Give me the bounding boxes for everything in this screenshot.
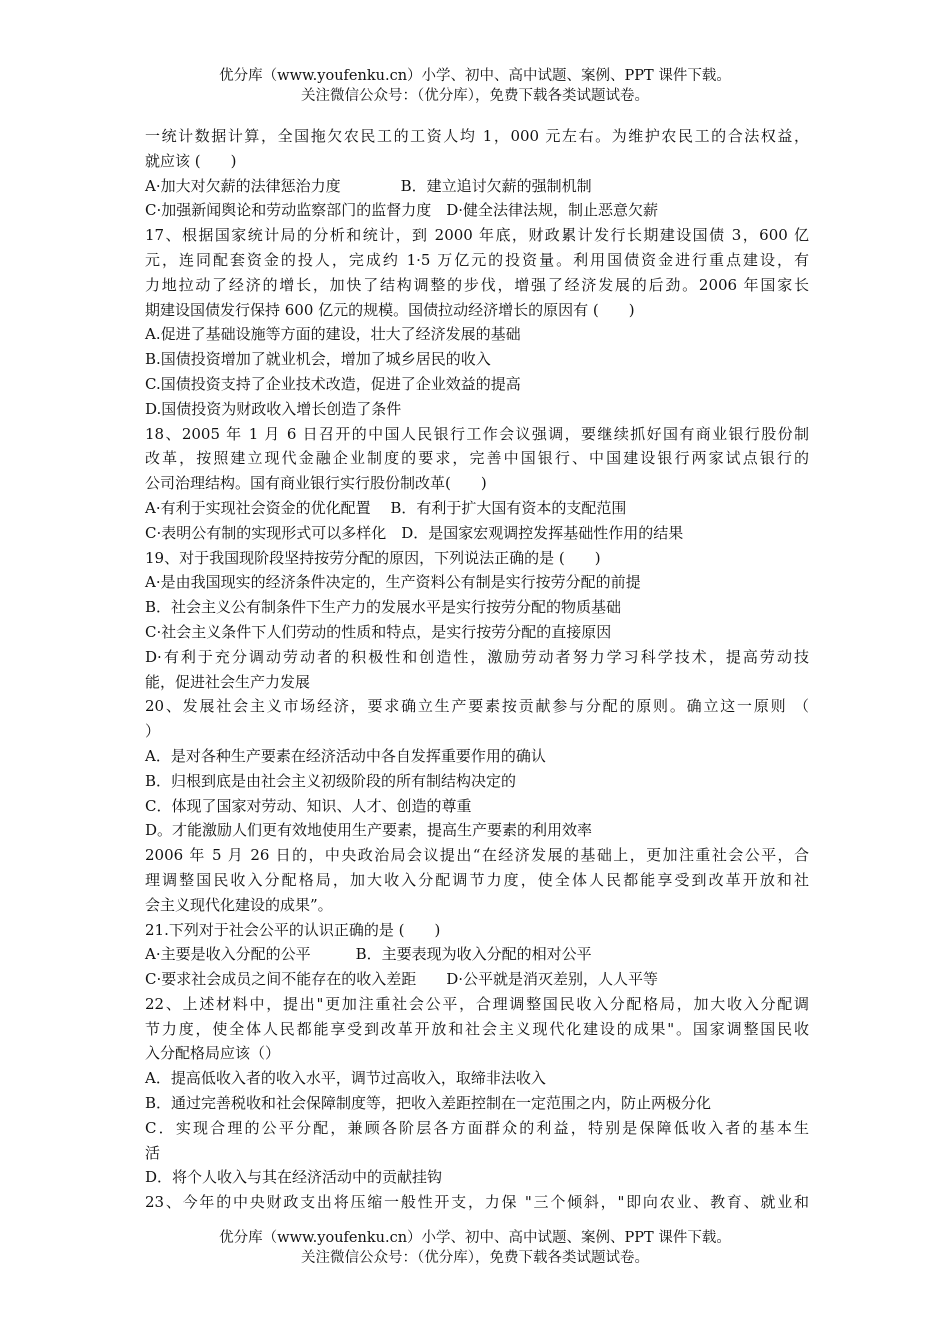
- text-line: 就应该 ( ): [145, 151, 237, 170]
- text-line: 20、发展社会主义市场经济，要求确立生产要素按贡献参与分配的原则。确立这一原则 （: [145, 697, 809, 716]
- text-line: 期建设国债发行保持 600 亿元的规模。国债拉动经济增长的原因有 ( ): [145, 300, 635, 319]
- text-line: 节力度，使全体人民都能享受到改革开放和社会主义现代化建设的成果"。国家调整国民收: [145, 1019, 809, 1038]
- header-line-1: 优分库（www.youfenku.cn）小学、初中、高中试题、案例、PPT 课件下载。: [219, 68, 731, 84]
- text-line: A·有利于实现社会资金的优化配置 B．有利于扩大国有资本的支配范围: [145, 498, 627, 517]
- footer-line-1: 优分库（www.youfenku.cn）小学、初中、高中试题、案例、PPT 课件下载。: [219, 1230, 731, 1246]
- text-line: 21.下列对于社会公平的认识正确的是 ( ): [145, 920, 441, 939]
- text-line: A·是由我国现实的经济条件决定的，生产资料公有制是实行按劳分配的前提: [145, 573, 641, 592]
- text-line: 力地拉动了经济的增长，加快了结构调整的步伐，增强了经济发展的后劲。2006 年国家长: [145, 275, 809, 294]
- text-line: B．通过完善税收和社会保障制度等，把收入差距控制在一定范围之内，防止两极分化: [145, 1094, 712, 1113]
- text-line: A．提高低收入者的收入水平，调节过高收入，取缔非法收入: [145, 1069, 546, 1088]
- text-line: B．归根到底是由社会主义初级阶段的所有制结构决定的: [145, 771, 517, 790]
- text-line: 一统计数据计算，全国拖欠农民工的工资人均 1，000 元左右。为维护农民工的合法权益，: [145, 127, 809, 145]
- text-line: A．是对各种生产要素在经济活动中各自发挥重要作用的确认: [145, 746, 546, 765]
- text-line: C·表明公有制的实现形式可以多样化 D．是国家宏观调控发挥基础性作用的结果: [145, 523, 684, 542]
- text-line: D.国债投资为财政收入增长创造了条件: [145, 399, 402, 418]
- page-footer: [0, 1228, 950, 1268]
- text-line: A.促进了基础设施等方面的建设，壮大了经济发展的基础: [145, 325, 521, 344]
- text-line: 理调整国民收入分配格局，加大收入分配调节力度，使全体人民都能享受到改革开放和社: [145, 870, 809, 889]
- footer-line-2: 关注微信公众号：（优分库），免费下载各类试题试卷。: [301, 1250, 649, 1266]
- text-line: A·主要是收入分配的公平 B．主要表现为收入分配的相对公平: [145, 945, 592, 964]
- text-line: C·要求社会成员之间不能存在的收入差距 D·公平就是消灭差别，人人平等: [145, 970, 659, 989]
- text-line: 公司治理结构。国有商业银行实行股份制改革( ): [145, 474, 487, 493]
- text-line: D·有利于充分调动劳动者的积极性和创造性，激励劳动者努力学习科学技术，提高劳动技: [145, 647, 809, 666]
- text-line: D。才能激励人们更有效地使用生产要素，提高生产要素的利用效率: [145, 821, 593, 840]
- text-line: 活: [145, 1143, 161, 1162]
- text-line: C·社会主义条件下人们劳动的性质和特点，是实行按劳分配的直接原因: [145, 622, 612, 641]
- text-line: A·加大对欠薪的法律惩治力度 B．建立追讨欠薪的强制机制: [145, 176, 592, 195]
- text-line: 18、2005 年 1 月 6 日召开的中国人民银行工作会议强调，要继续抓好国有商业银行股份制: [145, 424, 809, 443]
- text-line: 入分配格局应该（）: [145, 1044, 281, 1063]
- text-line: 2006 年 5 月 26 日的，中央政治局会议提出“在经济发展的基础上，更加注重社会公平，合: [145, 846, 809, 865]
- text-line: 改革，按照建立现代金融企业制度的要求，完善中国银行、中国建设银行两家试点银行的: [145, 449, 809, 468]
- text-line: D．将个人收入与其在经济活动中的贡献挂钩: [145, 1168, 443, 1187]
- text-line: B．社会主义公有制条件下生产力的发展水平是实行按劳分配的物质基础: [145, 598, 622, 617]
- header-line-2: 关注微信公众号：（优分库），免费下载各类试题试卷。: [301, 88, 649, 104]
- text-line: 19、对于我国现阶段坚持按劳分配的原因，下列说法正确的是 ( ): [145, 548, 601, 567]
- text-line: 能，促进社会生产力发展: [145, 672, 311, 691]
- page-header: [0, 66, 950, 106]
- text-line: C·加强新闻舆论和劳动监察部门的监督力度 D·健全法律法规，制止恶意欠薪: [145, 201, 659, 220]
- text-line: C．实现合理的公平分配，兼顾各阶层各方面群众的利益，特别是保障低收入者的基本生: [145, 1118, 809, 1137]
- document-body: [145, 124, 809, 1215]
- text-line: C．体现了国家对劳动、知识、人才、创造的尊重: [145, 796, 472, 815]
- text-line: ）: [145, 722, 161, 741]
- text-line: 22、上述材料中，提出"更加注重社会公平，合理调整国民收入分配格局，加大收入分配调: [145, 994, 809, 1013]
- text-line: C.国债投资支持了企业技术改造，促进了企业效益的提高: [145, 374, 521, 393]
- text-line: 17、根据国家统计局的分析和统计，到 2000 年底，财政累计发行长期建设国债 3，600 亿: [145, 226, 809, 245]
- text-line: 23、今年的中央财政支出将压缩一般性开支，力保 "三个倾斜，"即向农业、教育、就业和: [145, 1193, 809, 1212]
- text-line: 元，连同配套资金的投人，完成约 1·5 万亿元的投资量。利用国债资金进行重点建设，有: [145, 250, 809, 269]
- text-line: B.国债投资增加了就业机会，增加了城乡居民的收入: [145, 350, 491, 369]
- text-line: 会主义现代化建设的成果”。: [145, 895, 333, 914]
